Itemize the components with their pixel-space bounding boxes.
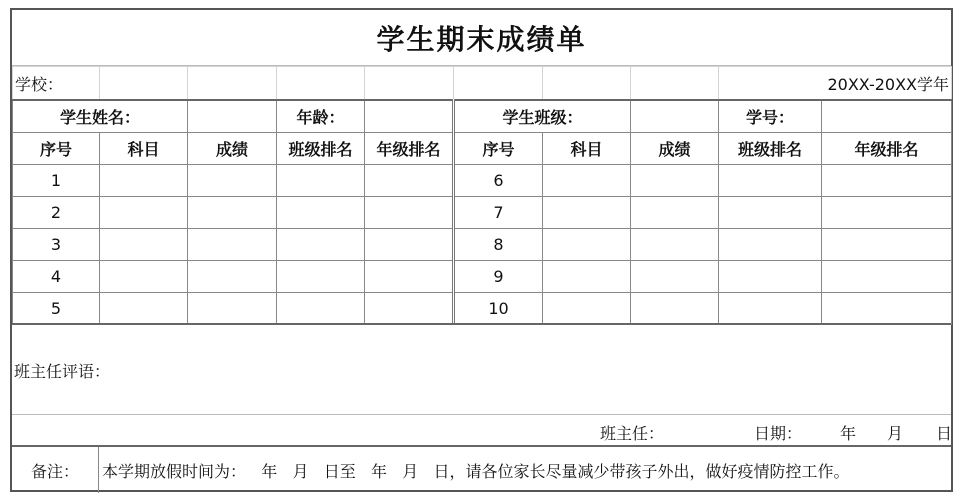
cell[interactable] bbox=[277, 229, 365, 261]
student-id-label: 学号： bbox=[719, 100, 822, 133]
cell[interactable] bbox=[188, 165, 277, 197]
row-index: 8 bbox=[454, 229, 543, 261]
date-year-label: 年 bbox=[840, 424, 857, 443]
cell[interactable] bbox=[719, 293, 822, 325]
teacher-comment-area[interactable] bbox=[12, 323, 951, 415]
header-index: 序号 bbox=[13, 133, 100, 165]
cell[interactable] bbox=[188, 229, 277, 261]
cell[interactable] bbox=[100, 67, 188, 101]
footer-section bbox=[12, 323, 951, 493]
table-row bbox=[13, 261, 952, 293]
row-index: 5 bbox=[13, 293, 100, 325]
cell[interactable] bbox=[188, 197, 277, 229]
signature-row bbox=[12, 415, 951, 447]
note-row bbox=[12, 447, 951, 493]
school-row bbox=[13, 67, 952, 101]
cell[interactable] bbox=[719, 261, 822, 293]
row-index: 6 bbox=[454, 165, 543, 197]
row-index: 3 bbox=[13, 229, 100, 261]
school-label: 学校： bbox=[13, 67, 100, 101]
date-month-label: 月 bbox=[887, 424, 904, 443]
cell[interactable] bbox=[188, 67, 277, 101]
cell[interactable] bbox=[365, 261, 454, 293]
table-row bbox=[13, 197, 952, 229]
cell[interactable] bbox=[365, 293, 454, 325]
note-label: 备注： bbox=[12, 447, 99, 493]
cell[interactable] bbox=[719, 197, 822, 229]
student-name-label: 学生姓名： bbox=[13, 100, 188, 133]
cell[interactable] bbox=[454, 67, 543, 101]
cell[interactable] bbox=[100, 229, 188, 261]
cell[interactable] bbox=[365, 229, 454, 261]
student-class-value[interactable] bbox=[631, 100, 719, 133]
header-grade-rank: 年级排名 bbox=[822, 133, 952, 165]
cell[interactable] bbox=[543, 261, 631, 293]
cell[interactable] bbox=[100, 197, 188, 229]
table-row bbox=[13, 229, 952, 261]
grades-table bbox=[12, 66, 952, 325]
cell[interactable] bbox=[543, 229, 631, 261]
table-row bbox=[13, 293, 952, 325]
cell[interactable] bbox=[365, 67, 454, 101]
page-title: 学生期末成绩单 bbox=[12, 10, 951, 66]
cell[interactable] bbox=[543, 197, 631, 229]
header-score: 成绩 bbox=[188, 133, 277, 165]
student-class-label: 学生班级： bbox=[454, 100, 631, 133]
age-label: 年龄： bbox=[277, 100, 365, 133]
cell[interactable] bbox=[188, 293, 277, 325]
header-class-rank: 班级排名 bbox=[277, 133, 365, 165]
cell[interactable] bbox=[100, 165, 188, 197]
cell[interactable] bbox=[719, 165, 822, 197]
header-score: 成绩 bbox=[631, 133, 719, 165]
table-row bbox=[13, 165, 952, 197]
row-index: 1 bbox=[13, 165, 100, 197]
cell[interactable] bbox=[277, 293, 365, 325]
student-info-row bbox=[13, 100, 952, 133]
cell[interactable] bbox=[543, 165, 631, 197]
cell[interactable] bbox=[277, 67, 365, 101]
cell[interactable] bbox=[631, 229, 719, 261]
teacher-signature-label: 班主任： bbox=[600, 424, 665, 443]
cell[interactable] bbox=[277, 197, 365, 229]
header-class-rank: 班级排名 bbox=[719, 133, 822, 165]
header-subject: 科目 bbox=[100, 133, 188, 165]
row-index: 9 bbox=[454, 261, 543, 293]
cell[interactable] bbox=[277, 261, 365, 293]
row-index: 2 bbox=[13, 197, 100, 229]
cell[interactable] bbox=[543, 293, 631, 325]
header-row bbox=[13, 133, 952, 165]
header-index: 序号 bbox=[454, 133, 543, 165]
header-grade-rank: 年级排名 bbox=[365, 133, 454, 165]
student-id-value[interactable] bbox=[822, 100, 952, 133]
cell[interactable] bbox=[365, 197, 454, 229]
cell[interactable] bbox=[631, 197, 719, 229]
school-year-label: 20XX-20XX学年 bbox=[719, 67, 952, 101]
date-day-label: 日 bbox=[936, 424, 953, 443]
date-label: 日期： bbox=[754, 424, 803, 443]
cell[interactable] bbox=[822, 229, 952, 261]
cell[interactable] bbox=[277, 165, 365, 197]
header-subject: 科目 bbox=[543, 133, 631, 165]
student-name-value[interactable] bbox=[188, 100, 277, 133]
cell[interactable] bbox=[631, 165, 719, 197]
cell[interactable] bbox=[100, 293, 188, 325]
report-card-sheet bbox=[10, 8, 953, 492]
cell[interactable] bbox=[822, 261, 952, 293]
age-value[interactable] bbox=[365, 100, 454, 133]
row-index: 7 bbox=[454, 197, 543, 229]
row-index: 4 bbox=[13, 261, 100, 293]
cell[interactable] bbox=[631, 261, 719, 293]
cell[interactable] bbox=[822, 197, 952, 229]
cell[interactable] bbox=[543, 67, 631, 101]
cell[interactable] bbox=[365, 165, 454, 197]
note-text: 本学期放假时间为： 年 月 日至 年 月 日，请各位家长尽量减少带孩子外出，做好疫情防控工作。 bbox=[102, 462, 850, 481]
cell[interactable] bbox=[719, 229, 822, 261]
teacher-comment-label: 班主任评语： bbox=[14, 362, 111, 381]
cell[interactable] bbox=[822, 293, 952, 325]
cell[interactable] bbox=[822, 165, 952, 197]
cell[interactable] bbox=[631, 67, 719, 101]
cell[interactable] bbox=[100, 261, 188, 293]
cell[interactable] bbox=[631, 293, 719, 325]
row-index: 10 bbox=[454, 293, 543, 325]
cell[interactable] bbox=[188, 261, 277, 293]
